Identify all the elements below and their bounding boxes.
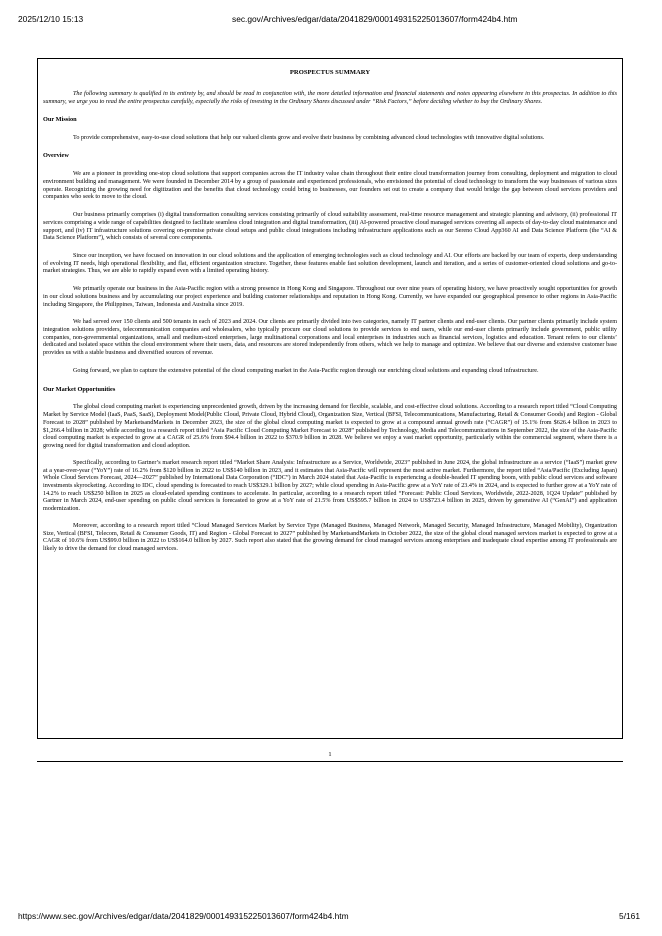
print-page-count: 5/161 bbox=[619, 911, 640, 921]
print-url: https://www.sec.gov/Archives/edgar/data/2041829/000149315225013607/form424b4.htm bbox=[18, 911, 349, 921]
market-heading: Our Market Opportunities bbox=[43, 385, 116, 393]
overview-paragraph: Going forward, we plan to capture the extensive potential of the cloud computing market in the Asia-Pacific region through our enriching cloud solutions and expanding cloud infrastructure. bbox=[73, 367, 539, 374]
overview-paragraph: Since our inception, we have focused on innovation in our cloud solutions and the application of emerging technologies such as cloud technology and AI. Our efforts are backed by our team of experts, deep understanding of evolving IT needs, high operational flexibility, and flat, efficient organization structure. Together, these features enable fast solution development, launch and iteration, and a series of customer-oriented cloud solutions and go-to-market strategies. Thus, we are able to rapidly expand even with a limited operating history. bbox=[43, 252, 617, 275]
overview-heading: Overview bbox=[43, 152, 69, 160]
mission-paragraph: To provide comprehensive, easy-to-use cloud solutions that help our valued clients grow and evolve their business by combining advanced cloud technologies with innovative digital solutions. bbox=[73, 134, 545, 141]
print-datetime: 2025/12/10 15:13 bbox=[18, 14, 84, 24]
document-body bbox=[43, 69, 617, 554]
prospectus-summary-box bbox=[37, 58, 623, 739]
browser-print-footer bbox=[18, 911, 644, 921]
overview-paragraph: We primarily operate our business in the Asia-Pacific region with a strong presence in Hong Kong and Singapore. Throughout our over nine years of operating history, we have proactively sought opportunities for growth in our cloud solutions business and by accumulating our project experience and building customer relationships and reputation in Hong Kong. Currently, we have expanded our geographical presence to other regions in Asia-Pacific including Singapore, the Philippines, Taiwan, Indonesia and Australia since 2019. bbox=[43, 286, 617, 308]
intro-paragraph: The following summary is qualified in its entirety by, and should be read in conjunction with, the more detailed information and financial statements and notes appearing elsewhere in this prospectus. In addition to this summary, we urge you to read the entire prospectus carefully, especially the risks of investing in the Ordinary Shares discussed under “Risk Factors,” before deciding whether to buy the Ordinary Shares. bbox=[43, 91, 617, 105]
market-paragraph: Moreover, according to a research report titled “Cloud Managed Services Market by Service Type (Managed Business, Managed Network, Managed Security, Managed Infrastructure, Managed Mobility), Organization Size, Vertical (BFSI, Telecom, Retail & Consumer Goods, IT) and Region - Global Forecast to 2027” published by MarketsandMarkets in October 2022, the size of the global cloud managed services market is expected to grow at a CAGR of 10.6% from US$99.0 billion in 2022 to US$164.0 billion by 2027. Such report also stated that the growing demand for cloud managed services among enterprises and inadequate cloud expertise among IT professionals are likely to drive the demand for cloud managed services. bbox=[43, 522, 617, 552]
market-paragraph: The global cloud computing market is experiencing unprecedented growth, driven by the increasing demand for flexible, scalable, and cost-effective cloud solutions. According to a research report titled “Cloud Computing Market by Service Model (IaaS, PaaS, SaaS), Deployment Model(Public Cloud, Private Cloud, Hybrid Cloud), Organization Size, Vertical (BFSI, Telecommunications, Manufacturing, Retail & Consumer Goods) and Region - Global Forecast to 2028” published by MarketsandMarkets in December 2023, the size of the global cloud computing market is expected to grow at a compound annual growth rate (“CAGR”) of 15.1% from $626.4 billion in 2023 to $1,266.4 billion in 2028; while according to a research report titled “Asia Pacific Cloud Computing Market Forecast to 2028” published by Technology, Media and Telecommunications in September 2022, the size of the Asia-Pacific cloud computing market is expected to grow at a CAGR of 25.6% from $94.4 billion in 2022 to $370.9 billion in 2028. We believe we enjoy a vast market opportunity, particularly within the commercial segment, where there is a growing need for digital transformation and cloud adoption. bbox=[43, 404, 617, 450]
mission-heading: Our Mission bbox=[43, 115, 77, 123]
market-paragraph: Specifically, according to Gartner’s market research report titled “Market Share Analysis: Infrastructure as a Service, Worldwide, 2023” published in June 2024, the global infrastructure as a service (“IaaS”) market grew at a year-over-year (“YoY”) rate of 16.2% from $120 billion in 2022 to US$140 billion in 2023, and it estimates that Asia-Pacific will represent the most active market. Furthermore, the report titled “Asia/Pacific (Excluding Japan) Whole Cloud Services Forecast, 2024—2027” published by International Data Corporation (“IDC”) in March 2024 stated that Asia-Pacific is experiencing a double-headed IT spending boom, with public cloud services and software investments skyrocketing. According to IDC, cloud spending is forecasted to reach US$329.1 billion by 2027; while cloud spending in Asia-Pacific grew at a YoY rate of 23.4% in 2024, and is expected to further grow at a YoY rate of 14.2% to reach US$250 billion in 2025 as cloud-related spending continues to accelerate. In particular, according to a research report titled “Forecast: Public Cloud Services, Worldwide, 2022-2028, 1Q24 Update” published by Gartner in March 2024, end-user spending on public cloud services is forecasted to grow at a YoY rate of 21.5% from US$595.7 billion in 2024 to US$723.4 billion in 2025, driven by generative AI (“GenAI”) and application modernization. bbox=[43, 459, 617, 513]
print-page-title: sec.gov/Archives/edgar/data/2041829/000149315225013607/form424b4.htm bbox=[232, 14, 518, 24]
page-divider bbox=[37, 761, 623, 762]
overview-paragraph: We are a pioneer in providing one-stop cloud solutions that support companies across the IT industry value chain throughout their entire cloud transformation journey from consulting, deployment and migration to cloud environment building and management. We were founded in December 2014 by a group of passionate and experienced professionals, who envisioned the potential of cloud technology to transform the way businesses of various sizes operate. Recognizing the growing need for digitization and the benefits that cloud technology could bring to businesses, our founders set out to create a company that would bridge the gap between cloud services providers and companies who seek to move to the cloud. bbox=[43, 171, 617, 201]
overview-paragraph: Our business primarily comprises (i) digital transformation consulting services consisting primarily of cloud suitability assessment, real-time resource management and strategic planning and advisory, (ii) professional IT services comprising a wide range of capabilities designed to facilitate seamless cloud integration and digital transformation, (iii) AI-powered proactive cloud managed services covering all aspects of day-to-day cloud maintenance and support, and (iv) IT infrastructure solutions covering on-premise private cloud setups and public cloud integrations including infrastructure applications such as our Sereno Cloud App360 AI and Data Science Platform (the “AI & Data Science Platform”), which consists of several core components. bbox=[43, 212, 617, 242]
overview-paragraph: We had served over 150 clients and 500 tenants in each of 2023 and 2024. Our clients are primarily divided into two categories, namely IT partner clients and end-user clients. Our partner clients primarily include system integration solutions providers, telecommunication companies and wholesalers, who typically procure our cloud solutions to provide services to end users, while our end-user clients primarily include government, public utility companies, non-governmental organizations, small and medium-sized enterprises, large multinational corporations and local enterprises in industries such as financial services, logistics and education. Tenant refers to our clients’ dedicated and isolated space within the cloud environment where their users, data, and resources are stored independently from others, which we help to manage and optimize. We believe that our diverse and extensive customer base provides us with a stable business and diversified sources of revenue. bbox=[43, 319, 617, 357]
page-number: 1 bbox=[328, 751, 332, 758]
section-heading: PROSPECTUS SUMMARY bbox=[289, 69, 371, 76]
